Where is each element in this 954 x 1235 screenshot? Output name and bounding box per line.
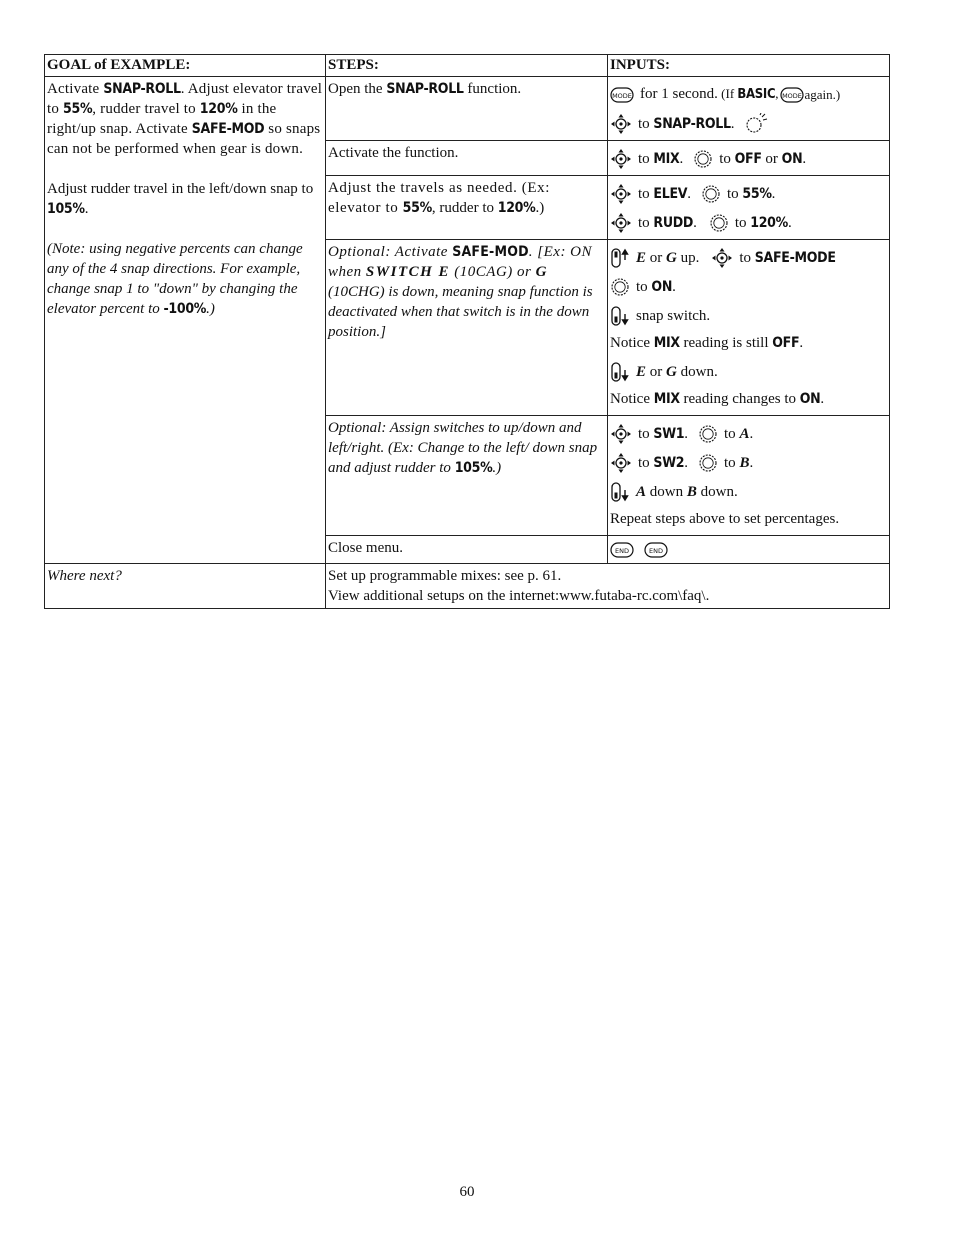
dial-icon <box>698 453 718 473</box>
input-close-menu <box>608 536 890 564</box>
cursor-pad-icon <box>610 113 632 135</box>
input-activate: to MIX. to OFF or ON. <box>608 141 890 176</box>
mode-button-icon <box>610 87 634 103</box>
cursor-pad-icon <box>711 247 733 269</box>
end-button-icon <box>610 542 634 558</box>
dial-icon <box>698 424 718 444</box>
notice-still-off: Notice MIX reading is still OFF. <box>610 335 804 351</box>
svg-text:MODE: MODE <box>782 91 803 100</box>
next-internet: View additional setups on the internet:www.futaba-rc.com\faq\. <box>328 588 710 604</box>
step-safe-mod: Optional: Activate SAFE-MOD. [Ex: ON when SWITCH E (10CAG) or G (10CHG) is down, meaning snap function is deactivated when that switch is in the down position.] <box>326 240 608 416</box>
input-safe-mod: E or G up. to SAFE-MODE to ON. snap switch. Notice MIX reading is still OFF. E or G down. Notice MIX reading changes to ON. <box>608 240 890 416</box>
example-table <box>44 54 890 609</box>
svg-text:END: END <box>615 547 629 555</box>
where-next-label: Where next? <box>45 564 326 609</box>
header-row <box>45 55 890 77</box>
goal-header: GOAL of EXAMPLE: <box>45 55 326 77</box>
dial-icon <box>701 184 721 204</box>
goal-paragraph: Activate SNAP-ROLL. Adjust elevator travel to 55%, rudder travel to 120% in the right/up snap. Activate SAFE-MOD so snaps can not be performed when gear is down. <box>47 81 323 157</box>
step-activate: Activate the function. <box>326 141 608 176</box>
switch-up-icon <box>610 247 630 269</box>
svg-text:MODE: MODE <box>612 91 632 100</box>
inputs-header: INPUTS: <box>608 55 890 77</box>
next-mixes: Set up programmable mixes: see p. 61. <box>328 568 562 584</box>
step-open: Open the SNAP-ROLL function. <box>326 77 608 141</box>
where-next-content <box>326 564 890 609</box>
goal-note: (Note: using negative percents can change any of the 4 snap directions. For example, change snap 1 to "down" by changing the elevator percent to -100%.) <box>47 241 303 317</box>
cursor-pad-icon <box>610 212 632 234</box>
input-assign-switches: to SW1. to A. to SW2. to B. A down B down. Repeat steps above to set percentages. <box>608 416 890 536</box>
repeat-steps-note: Repeat steps above to set percentages. <box>610 511 840 527</box>
switch-icon <box>610 305 630 327</box>
input-open: MODE for 1 second. (If BASIC, MODE again.) to SNAP-ROLL. <box>608 77 890 141</box>
svg-text:END: END <box>649 547 663 555</box>
notice-changes-on: Notice MIX reading changes to ON. <box>610 391 825 407</box>
page-number: 60 <box>459 1184 475 1200</box>
dial-press-icon <box>743 113 769 135</box>
step-adjust: Adjust the travels as needed. (Ex: elevator to 55%, rudder to 120%.) <box>326 176 608 240</box>
switch-down-icon <box>610 481 630 503</box>
cursor-pad-icon <box>610 183 632 205</box>
cursor-pad-icon <box>610 423 632 445</box>
table-row <box>45 564 890 609</box>
input-adjust: to ELEV. to 55%. to RUDD. to 120%. <box>608 176 890 240</box>
end-button-icon <box>644 542 668 558</box>
goal-paragraph-2: Adjust rudder travel in the left/down snap to 105%. <box>47 181 314 217</box>
table-row <box>45 77 890 141</box>
step-assign-switches: Optional: Assign switches to up/down and left/right. (Ex: Change to the left/ down snap and adjust rudder to 105%.) <box>326 416 608 536</box>
mode-button-icon <box>780 87 804 103</box>
dial-icon <box>610 277 630 297</box>
cursor-pad-icon <box>610 452 632 474</box>
dial-icon <box>709 213 729 233</box>
steps-header: STEPS: <box>326 55 608 77</box>
dial-icon <box>693 149 713 169</box>
step-close-menu: Close menu. <box>326 536 608 564</box>
goal-cell <box>45 77 326 564</box>
cursor-pad-icon <box>610 148 632 170</box>
switch-down-icon <box>610 361 630 383</box>
